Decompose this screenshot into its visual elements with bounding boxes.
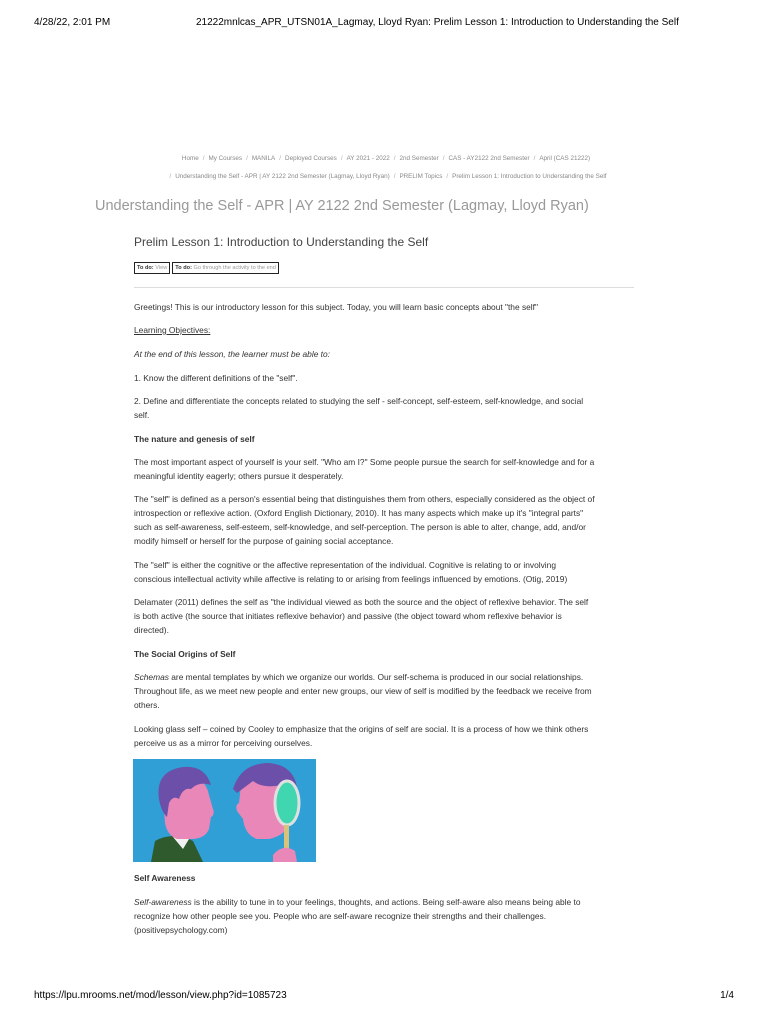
breadcrumb-item[interactable]: AY 2021 - 2022: [346, 155, 390, 162]
objective-1: 1. Know the different definitions of the "self".: [134, 373, 298, 383]
nature-p4-line-3: directed).: [134, 625, 169, 635]
schemas-term: Schemas: [134, 672, 169, 682]
greeting-text: Greetings! This is our introductory lesson for this subject. Today, you will learn basic concepts about "the self": [134, 302, 538, 312]
breadcrumb-item[interactable]: PRELIM Topics: [399, 173, 443, 180]
breadcrumb-separator: /: [340, 155, 343, 162]
print-datetime: 4/28/22, 2:01 PM: [34, 17, 111, 28]
breadcrumb-separator: /: [446, 173, 449, 180]
breadcrumb-separator: /: [202, 155, 205, 162]
nature-p3-line-2: conscious intellectual activity while affective is relating to or arising from feelings influenced by emotions. (Otig, 2019): [134, 574, 568, 584]
breadcrumb-separator: /: [279, 155, 282, 162]
social-p1-line-2: Throughout life, as we meet new people and enter new groups, our view of self is modified by the feedback we receive from: [134, 686, 592, 696]
awareness-line-2: recognize how other people see you. People who are self-aware recognize their strengths and their challenges.: [134, 911, 547, 921]
social-p1-line-1-rest: are mental templates by which we organize our worlds. Our self-schema is produced in our social relationships.: [168, 672, 584, 682]
awareness-line-1: [134, 895, 634, 910]
breadcrumb-item[interactable]: Deployed Courses: [285, 155, 337, 162]
breadcrumb-separator: /: [393, 173, 396, 180]
awareness-heading: Self Awareness: [134, 873, 196, 883]
nature-p4-line-2: is both active (the source that initiates reflexive behavior) and passive (the object toward whom reflexive behavior is: [134, 611, 562, 621]
breadcrumb-item[interactable]: Understanding the Self - APR | AY 2122 2nd Semester (Lagmay, Lloyd Ryan): [175, 173, 390, 180]
divider: [134, 287, 634, 288]
breadcrumb-item-current[interactable]: Prelim Lesson 1: Introduction to Understanding the Self: [452, 173, 607, 180]
breadcrumb-item[interactable]: MANILA: [251, 155, 276, 162]
todo-prefix: To do:: [175, 265, 192, 271]
breadcrumb-separator: /: [393, 155, 396, 162]
nature-p2-line-2: introspection or reflexive action. (Oxford English Dictionary, 2010). It has many aspects which make up it's "integral parts": [134, 508, 584, 518]
social-p1-line-1: [134, 670, 634, 685]
breadcrumb: [96, 153, 676, 165]
mirror-shape: [275, 781, 299, 825]
course-title: Understanding the Self - APR | AY 2122 2nd Semester (Lagmay, Lloyd Ryan): [95, 198, 589, 214]
nature-p2-line-3: such as self-awareness, self-esteem, self-knowledge, and self-perception. The person is able to alter, change, add, and/or: [134, 522, 586, 532]
breadcrumb-separator: /: [169, 173, 172, 180]
awareness-line-1-rest: is the ability to tune in to your feelings, thoughts, and actions. Being self-aware also means being able to: [191, 897, 581, 907]
nature-p1-line-1: The most important aspect of yourself is your self. "Who am I?" Some people pursue the search for self-knowledge and for a: [134, 457, 595, 467]
objectives-heading: Learning Objectives:: [134, 325, 211, 335]
social-p1-line-3: others.: [134, 700, 160, 710]
nature-p4-line-1: Delamater (2011) defines the self as "the individual viewed as both the source and the object of reflexive behavior. The self: [134, 597, 589, 607]
todo-text: Go through the activity to the end: [193, 265, 276, 271]
nature-p1-line-2: meaningful identity eagerly; others pursue it desperately.: [134, 471, 344, 481]
nature-p3-line-1: The "self" is either the cognitive or the affective representation of the individual. Cognitive is relating to or involving: [134, 560, 556, 570]
todo-activity-badge: [172, 262, 279, 274]
print-footer: [34, 990, 734, 1004]
breadcrumb-separator: /: [246, 155, 248, 162]
objective-2-line-1: 2. Define and differentiate the concepts related to studying the self - self-concept, self-esteem, self-knowledge, and social: [134, 396, 584, 406]
looking-glass-illustration: [133, 759, 316, 862]
breadcrumb-separator: /: [442, 155, 445, 162]
breadcrumb-item[interactable]: Home: [181, 155, 199, 162]
nature-heading: The nature and genesis of self: [134, 434, 255, 444]
social-p2-line-1: Looking glass self – coined by Cooley to emphasize that the origins of self are social. It is a process of how we think others: [134, 724, 589, 734]
mirror-handle-shape: [284, 825, 289, 851]
print-url: https://lpu.mrooms.net/mod/lesson/view.php?id=1085723: [34, 990, 287, 1001]
self-awareness-term: Self-awareness: [134, 897, 192, 907]
breadcrumb-item[interactable]: April (CAS 21222): [539, 155, 591, 162]
objectives-intro: At the end of this lesson, the learner must be able to:: [134, 349, 330, 359]
nature-p2-line-4: modify himself or herself for the purpose of gaining social acceptance.: [134, 536, 394, 546]
breadcrumb-item[interactable]: My Courses: [208, 155, 243, 162]
todo-prefix: To do:: [137, 265, 154, 271]
awareness-line-3: (positivepsychology.com): [134, 925, 228, 935]
lesson-title: Prelim Lesson 1: Introduction to Understanding the Self: [134, 235, 429, 249]
breadcrumb-item[interactable]: 2nd Semester: [399, 155, 439, 162]
nature-p2-line-1: The "self" is defined as a person's essential being that distinguishes them from others, especially considered as the object of: [134, 494, 595, 504]
breadcrumb-row-2: [96, 171, 676, 183]
print-header: [34, 17, 734, 31]
breadcrumb-separator: /: [533, 155, 536, 162]
print-title: 21222mnlcas_APR_UTSN01A_Lagmay, Lloyd Ryan: Prelim Lesson 1: Introduction to Understanding the Self: [196, 17, 679, 28]
todo-view-badge: [134, 262, 170, 274]
todo-text: View: [155, 265, 168, 271]
page-number: 1/4: [720, 990, 734, 1001]
objective-2-line-2: self.: [134, 410, 150, 420]
social-heading: The Social Origins of Self: [134, 649, 236, 659]
completion-requirements: [134, 262, 279, 274]
breadcrumb-item[interactable]: CAS - AY2122 2nd Semester: [448, 155, 530, 162]
social-p2-line-2: perceive us as a mirror for perceiving ourselves.: [134, 738, 313, 748]
